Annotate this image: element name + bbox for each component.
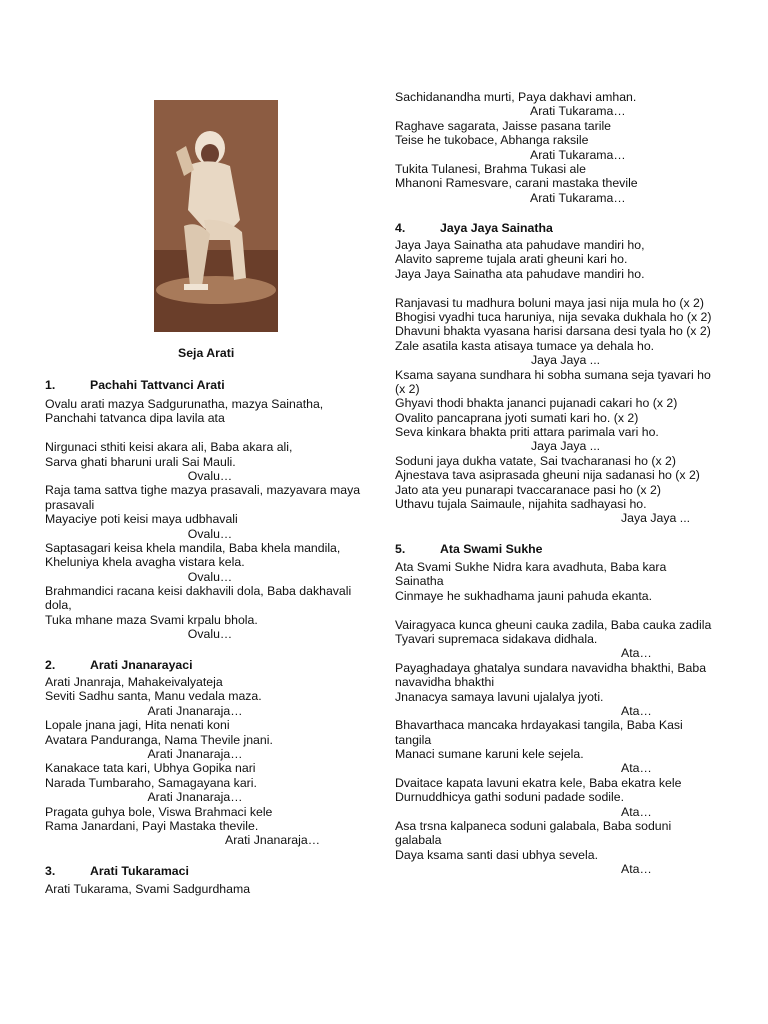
section-number: 1. (45, 378, 56, 392)
text-line (45, 426, 375, 440)
section-title: Pachahi Tattvanci Arati (90, 378, 225, 392)
text-line: Kanakace tata kari, Ubhya Gopika nari (45, 761, 256, 776)
text-line: Kheluniya khela avagha vistara kela. (45, 555, 245, 570)
text-line: Lopale jnana jagi, Hita nenati koni (45, 718, 230, 733)
text-line: Jato ata yeu punarapi tvaccaranace pasi ho (x 2) (395, 482, 661, 497)
text-line: Jaya Jaya Sainatha ata pahudave mandiri ho, (395, 238, 645, 252)
text-line: galabala (395, 833, 442, 848)
section-3-text (45, 882, 345, 896)
text-line: navavidha bhakthi (395, 675, 495, 690)
refrain-line: Ovalu… (187, 627, 233, 642)
text-line: Uthavu tujala Saimaule, nijahita sadhayasi ho. (395, 497, 647, 512)
text-line: Ajnestava tava asiprasada gheuni nija sadanasi ho (x 2) (395, 468, 700, 483)
text-line: Alavito sapreme tujala arati gheuni kari ho. (395, 252, 628, 267)
refrain-line: Jaya Jaya ... (621, 511, 691, 526)
text-line: Mhanoni Ramesvare, carani mastaka thevile (395, 176, 638, 191)
section-title: Jaya Jaya Sainatha (440, 221, 553, 235)
section-3-continued-text (395, 90, 695, 205)
section-title: Ata Swami Sukhe (440, 542, 543, 556)
section-number: 5. (395, 542, 406, 556)
text-line: Soduni jaya dukha vatate, Sai tvacharanasi ho (x 2) (395, 453, 676, 468)
text-line: Dhavuni bhakta vyasana harisi darsana desi tyala ho (x 2) (395, 324, 711, 339)
refrain-line: Arati Jnanaraja… (225, 833, 321, 848)
text-line: Ata Svami Sukhe Nidra kara avadhuta, Baba kara (395, 560, 667, 574)
section-number: 4. (395, 221, 406, 235)
refrain-line: Ata… (621, 804, 652, 819)
text-line: Tuka mhane maza Svami krpalu bhola. (45, 612, 258, 627)
text-line: Vairagyaca kunca gheuni cauka zadila, Baba cauka zadila (395, 617, 712, 632)
refrain-line: Arati Tukarama… (530, 104, 626, 119)
text-line: Teise he tukobace, Abhanga raksile (395, 133, 589, 148)
text-line: Arati Jnanraja, Mahakeivalyateja (45, 675, 223, 689)
text-line: Tukita Tulanesi, Brahma Tukasi ale (395, 161, 586, 176)
text-line: Sainatha (395, 574, 444, 589)
section-5-text (395, 560, 735, 877)
text-line: Ksama sayana sundhara hi sobha sumana seja tyavari ho (395, 367, 711, 382)
text-line: Jaya Jaya Sainatha ata pahudave mandiri ho. (395, 266, 645, 281)
text-line: Ranjavasi tu madhura boluni maya jasi nija mula ho (x 2) (395, 295, 704, 310)
text-line: Sachidanandha murti, Paya dakhavi amhan. (395, 90, 637, 104)
text-line: Pragata guhya bole, Viswa Brahmaci kele (45, 804, 273, 819)
text-line: Bhavarthaca mancaka hrdayakasi tangila, Baba Kasi (395, 718, 683, 733)
text-line: Dvaitace kapata lavuni ekatra kele, Baba ekatra kele (395, 775, 682, 790)
text-line (395, 603, 735, 617)
text-line: Brahmandici racana keisi dakhavili dola, Baba dakhavali (45, 584, 352, 599)
text-line: prasavali (45, 497, 95, 512)
text-line: Sarva ghati bharuni urali Sai Mauli. (45, 454, 236, 469)
text-line: Ghyavi thodi bhakta jananci pujanadi cakari ho (x 2) (395, 396, 678, 411)
text-line: Payaghadaya ghatalya sundara navavidha bhakthi, Baba (395, 660, 707, 675)
text-line: (x 2) (395, 381, 420, 396)
saint-illustration (154, 100, 278, 332)
section-2-text (45, 675, 345, 848)
refrain-line: Ata… (621, 646, 652, 661)
refrain-line: Ata… (621, 703, 652, 718)
text-line: Narada Tumbaraho, Samagayana kari. (45, 775, 257, 790)
text-line: Asa trsna kalpaneca soduni galabala, Baba soduni (395, 819, 672, 834)
section-number: 3. (45, 864, 56, 878)
text-line: Avatara Panduranga, Nama Thevile jnani. (45, 732, 273, 747)
refrain-line: Ata… (621, 862, 652, 877)
refrain-line: Arati Tukarama… (530, 190, 626, 205)
saint-photo (154, 100, 278, 332)
text-line: Raja tama sattva tighe mazya prasavali, mazyavara maya (45, 483, 361, 498)
text-line: Mayaciye poti keisi maya udbhavali (45, 512, 238, 527)
refrain-line: Ovalu… (187, 569, 233, 584)
refrain-line: Ata… (621, 761, 652, 776)
refrain-line: Arati Jnanaraja… (147, 703, 243, 718)
text-line: Durnuddhicya gathi soduni padade sodile. (395, 790, 625, 805)
text-line: Panchahi tatvanca dipa lavila ata (45, 411, 225, 426)
section-4-text (395, 238, 735, 526)
text-line: Rama Janardani, Payi Mastaka thevile. (45, 818, 259, 833)
refrain-line: Arati Jnanaraja… (147, 746, 243, 761)
section-number: 2. (45, 658, 56, 672)
text-line: Ovalu arati mazya Sadgurunatha, mazya Sainatha, (45, 397, 324, 411)
page-title: Seja Arati (178, 346, 235, 360)
refrain-line: Jaya Jaya ... (531, 353, 601, 368)
text-line: Manaci sumane karuni kele sejela. (395, 747, 584, 762)
text-line: Ovalito pancaprana jyoti sumati kari ho. (x 2) (395, 410, 639, 425)
text-line: Jnanacya samaya lavuni ujalalya jyoti. (395, 689, 604, 704)
text-line: Seva kinkara bhakta priti attara parimala vari ho. (395, 425, 659, 440)
text-line: dola, (45, 598, 72, 613)
refrain-line: Jaya Jaya ... (531, 439, 601, 454)
text-line: Arati Tukarama, Svami Sadgurdhama (45, 882, 251, 896)
section-1-text (45, 397, 375, 642)
refrain-line: Ovalu… (187, 468, 233, 483)
section-title: Arati Jnanarayaci (90, 658, 193, 672)
text-line: Saptasagari keisa khela mandila, Baba khela mandila, (45, 540, 341, 555)
text-line: Nirgunaci sthiti keisi akara ali, Baba akara ali, (45, 440, 293, 455)
text-line (395, 281, 735, 295)
refrain-line: Arati Jnanaraja… (147, 790, 243, 805)
refrain-line: Ovalu… (187, 526, 233, 541)
text-line: Daya ksama santi dasi ubhya sevela. (395, 847, 599, 862)
text-line: Raghave sagarata, Jaisse pasana tarile (395, 118, 612, 133)
section-title: Arati Tukaramaci (90, 864, 189, 878)
text-line: Bhogisi vyadhi tuca haruniya, nija sevaka dukhala ho (x 2) (395, 309, 712, 324)
text-line: Seviti Sadhu santa, Manu vedala maza. (45, 689, 262, 704)
text-line: tangila (395, 732, 432, 747)
refrain-line: Arati Tukarama… (530, 147, 626, 162)
text-line: Zale asatila kasta atisaya tumace ya dehala ho. (395, 338, 655, 353)
text-line: Cinmaye he sukhadhama jauni pahuda ekanta. (395, 588, 653, 603)
text-line: Tyavari supremaca sidakava didhala. (395, 631, 598, 646)
